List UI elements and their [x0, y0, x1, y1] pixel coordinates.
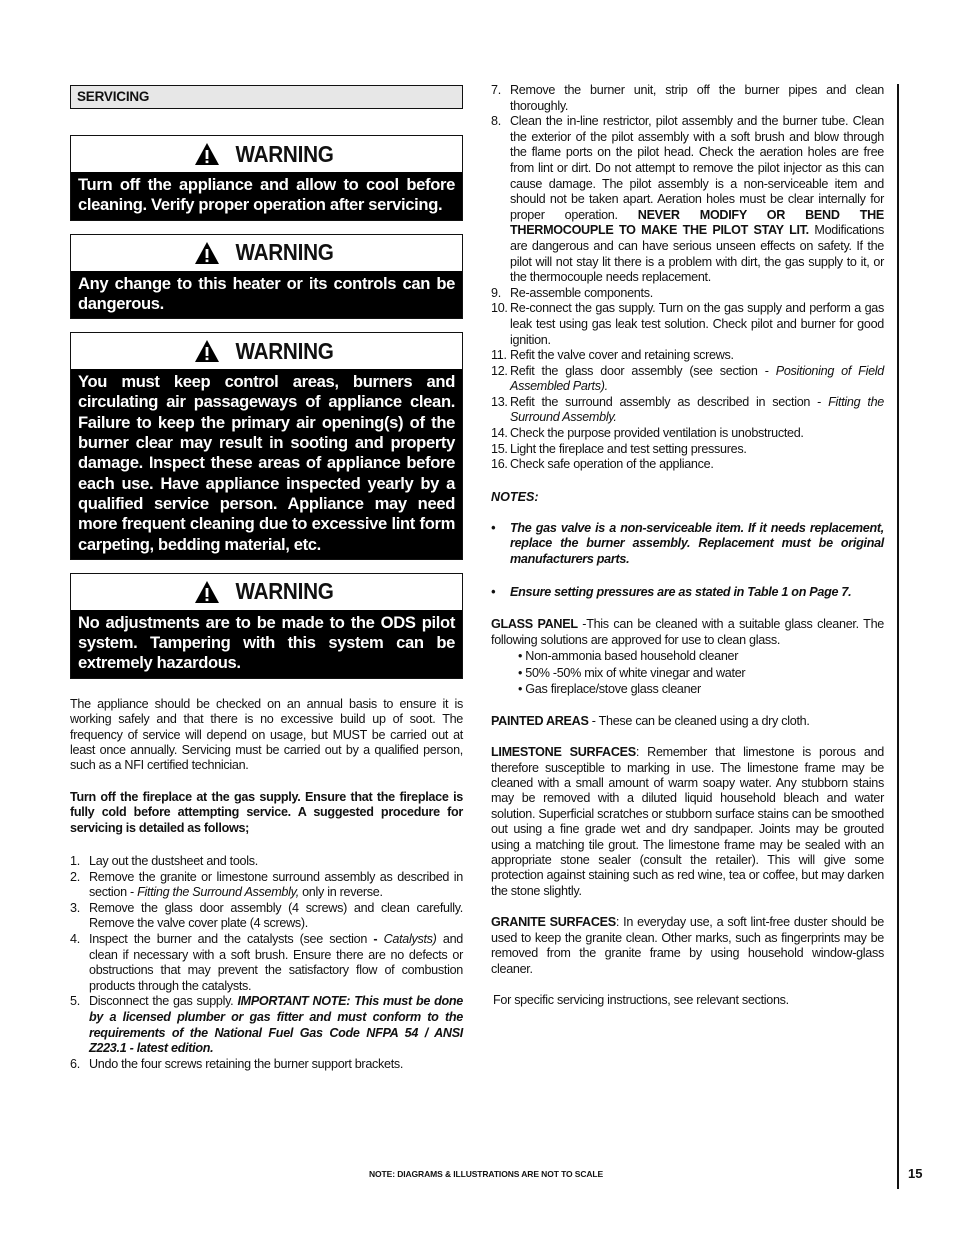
warning-header	[71, 333, 462, 369]
list-item: 9. Re-assemble components.	[491, 285, 653, 300]
list-item: • Gas fireplace/stove glass cleaner	[518, 682, 701, 697]
warning-title: WARNING	[235, 578, 334, 605]
warning-header	[71, 235, 462, 271]
list-item: 12. Refit the glass door assembly (see section - Positioning of Field Assembled Parts).	[491, 363, 884, 394]
notes-heading: NOTES:	[491, 489, 539, 504]
note-item: • The gas valve is a non-serviceable item. If it needs replacement, replace the burner assembly. Replacement must be original manufacturers parts.	[491, 520, 884, 567]
footer-note: NOTE: DIAGRAMS & ILLUSTRATIONS ARE NOT TO SCALE	[369, 1169, 604, 1179]
warning-title: WARNING	[235, 337, 334, 364]
right-column	[491, 83, 884, 1024]
list-item: 6. Undo the four screws retaining the burner support brackets.	[70, 1056, 404, 1071]
warning-box-2	[70, 234, 463, 320]
warning-text: No adjustments are to be made to the ODS pilot system. Tampering with this system can be extremely hazardous.	[71, 610, 462, 678]
list-item: • 50% -50% mix of white vinegar and water	[518, 665, 746, 680]
list-item: 16. Check safe operation of the appliance.	[491, 457, 714, 472]
list-item: 2. Remove the granite or limestone surround assembly as described in section - Fitting the Surround Assembly, only in reverse.	[70, 869, 463, 900]
warning-box-1	[70, 135, 463, 221]
section-title: SERVICING	[70, 85, 463, 109]
warning-box-4	[70, 573, 463, 679]
note-item: • Ensure setting pressures are as stated in Table 1 on Page 7.	[491, 584, 852, 599]
closing-note: For specific servicing instructions, see relevant sections.	[493, 992, 789, 1007]
warning-text: Any change to this heater or its controls can be dangerous.	[71, 271, 462, 319]
list-item: • Non-ammonia based household cleaner	[518, 649, 739, 664]
list-item: 14. Check the purpose provided ventilation is unobstructed.	[491, 426, 804, 441]
intro-paragraph: The appliance should be checked on an annual basis to ensure it is working safely and that there is no excessive build up of soot. The frequency of service will depend on usage, but MUST be carried out at least once annually. Servicing must be carried out by a qualified person, such as a NFI certified technician.	[70, 696, 463, 773]
limestone-paragraph: LIMESTONE SURFACES: Remember that limestone is porous and therefore susceptible to marking in use. The limestone frame may be cleaned with a small amount of warm soapy water. Any stubborn stains may be removed with a diluted liquid household bleach and water solution. Superficial scratches or stubborn surface stains can be smoothed out using a fine grade wet and dry sandpaper. Joints may be grouted using a matching tile grout. The limestone frame may be sealed with an appropriate stone sealer (consult the retailer). This will give some protection against staining such as red wine, tea or coffee, but may darken the stone slightly.	[491, 745, 884, 898]
list-item: 7. Remove the burner unit, strip off the burner pipes and clean thoroughly.	[491, 83, 884, 113]
list-item: 1. Lay out the dustsheet and tools.	[70, 854, 258, 868]
list-item: 5. Disconnect the gas supply. IMPORTANT NOTE: This must be done by a licensed plumber or gas fitter and must conform to the requirements of the National Fuel Gas Code NFPA 54 / ANSI Z223.1 - latest edition.	[70, 994, 463, 1056]
warning-title: WARNING	[235, 239, 334, 266]
left-column	[70, 85, 463, 1072]
warning-title: WARNING	[235, 140, 334, 167]
warning-text: Turn off the appliance and allow to cool before cleaning. Verify proper operation after servicing.	[71, 172, 462, 220]
granite-paragraph: GRANITE SURFACES: In everyday use, a soft lint-free duster should be used to keep the granite clean. Other marks, such as fingerprints may be removed from the granite frame by using household window-glass cleaner.	[491, 915, 885, 976]
warning-triangle-icon	[194, 339, 220, 363]
procedure-intro: Turn off the fireplace at the gas supply. Ensure that the fireplace is fully cold before attempting service. A suggested procedure for servicing is detailed as follows;	[70, 789, 463, 835]
page-number: 15	[908, 1166, 923, 1181]
list-item: 10. Re-connect the gas supply. Turn on the gas supply and perform a gas leak test using gas leak test solution. Check pilot and burner for good ignition.	[491, 301, 884, 347]
warning-header	[71, 136, 462, 172]
procedure-steps-left	[70, 854, 463, 1072]
list-item: 8. Clean the in-line restrictor, pilot assembly and the burner tube. Clean the exterior of the pilot assembly with a soft brush and blow through the flame ports on the pilot head. Check the aeration holes are free from lint or dirt. Do not attempt to remove the pilot injector as this can cause damage. The pilot assembly is a non-serviceable item and should not be taken apart. Aeration holes must be clear internally for proper operation. NEVER MODIFY OR BEND THE THERMOCOUPLE TO MAKE THE PILOT STAY LIT. Modifications are dangerous and can have serious unseen effects on safety. If the pilot will not stay lit there is a problem with dirt, the gas supply to it, or the thermocouple needs replacement.	[491, 114, 884, 285]
list-item: 3. Remove the glass door assembly (4 screws) and clean carefully. Remove the valve cover plate (4 screws).	[70, 900, 463, 931]
warning-header	[71, 574, 462, 610]
warning-triangle-icon	[194, 142, 220, 166]
glass-panel-paragraph: GLASS PANEL -This can be cleaned with a suitable glass cleaner. The following solutions are approved for use to clean glass.	[491, 617, 884, 647]
procedure-steps-right	[491, 83, 884, 473]
warning-triangle-icon	[194, 241, 220, 265]
warning-box-3	[70, 332, 463, 560]
list-item: 4. Inspect the burner and the catalysts (see section - Catalysts) and clean if necessary with a soft brush. Ensure there are no defects or obstructions that may prevent the satisfactory flow of combustion products through the catalysts.	[70, 931, 464, 993]
list-item: 15. Light the fireplace and test setting pressures.	[491, 441, 747, 456]
warning-text: You must keep control areas, burners and circulating air passageways of appliance clean. Failure to keep the primary air opening(s) of the burner clear may result in sooting and property damage. Inspect these areas of appliance before each use. Have appliance inspected yearly by a qualified service person. Appliance may need more frequent cleaning due to excessive lint form carpeting, bedding material, etc.	[71, 369, 462, 559]
list-item: 13. Refit the surround assembly as described in section - Fitting the Surround Assembly.	[491, 394, 884, 425]
painted-areas-paragraph: PAINTED AREAS - These can be cleaned using a dry cloth.	[491, 713, 810, 728]
list-item: 11. Refit the valve cover and retaining screws.	[491, 348, 734, 363]
warning-triangle-icon	[194, 580, 220, 604]
column-rule	[897, 84, 899, 1189]
